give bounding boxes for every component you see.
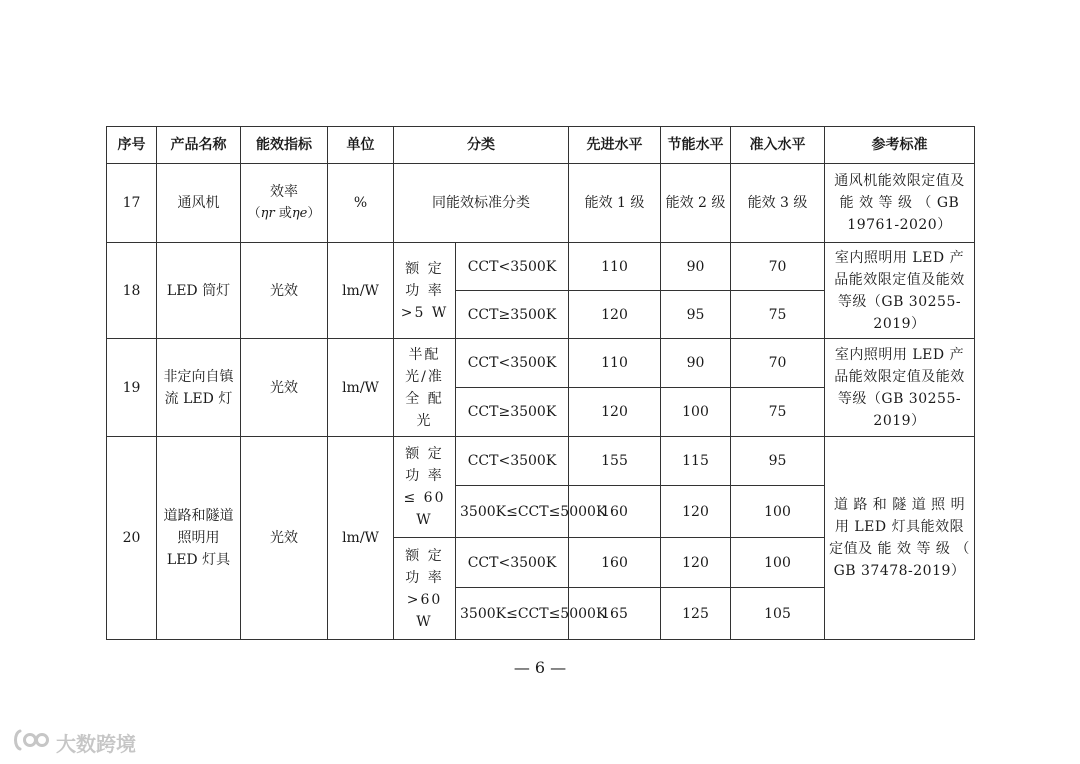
cell-indicator: 光效	[241, 339, 328, 437]
header-advanced: 先进水平	[569, 127, 661, 164]
cell-category: 同能效标准分类	[394, 164, 569, 243]
cell-saving: 95	[661, 291, 731, 339]
table-row	[107, 164, 975, 243]
cell-unit: lm/W	[328, 339, 394, 437]
cell-advanced: 120	[569, 291, 661, 339]
cell-saving: 能效 2 级	[661, 164, 731, 243]
header-reference: 参考标准	[825, 127, 975, 164]
header-seq: 序号	[107, 127, 157, 164]
cell-group: 额 定 功 率>60 W	[394, 538, 456, 640]
cell-saving: 115	[661, 437, 731, 486]
indicator-label: 效率	[270, 184, 298, 200]
cell-product: 道路和隧道照明用 LED 灯具	[157, 437, 241, 640]
cell-cct: CCT<3500K	[456, 339, 569, 388]
cell-indicator: 光效	[241, 243, 328, 339]
cell-cct: CCT<3500K	[456, 437, 569, 486]
cell-seq: 19	[107, 339, 157, 437]
cell-seq: 20	[107, 437, 157, 640]
cell-unit: lm/W	[328, 437, 394, 640]
cell-reference: 道 路 和 隧 道 照 明 用 LED 灯具能效限定值及 能 效 等 级 （ GB 37478-2019）	[825, 437, 975, 640]
cell-entry: 75	[731, 291, 825, 339]
header-unit: 单位	[328, 127, 394, 164]
eta-e: ηe	[291, 206, 308, 221]
eta-r: ηr	[260, 206, 275, 221]
cell-product: 通风机	[157, 164, 241, 243]
cell-cct: CCT<3500K	[456, 243, 569, 291]
cell-saving: 120	[661, 486, 731, 538]
header-category: 分类	[394, 127, 569, 164]
table-row	[107, 243, 975, 291]
cell-indicator: 光效	[241, 437, 328, 640]
cell-seq: 18	[107, 243, 157, 339]
cell-entry: 能效 3 级	[731, 164, 825, 243]
cell-advanced: 120	[569, 388, 661, 437]
cell-advanced: 160	[569, 538, 661, 588]
cell-unit: lm/W	[328, 243, 394, 339]
cell-saving: 100	[661, 388, 731, 437]
cell-cct: CCT≥3500K	[456, 388, 569, 437]
cell-advanced: 165	[569, 588, 661, 640]
table-row	[107, 339, 975, 388]
page-number: — 6 —	[513, 658, 567, 677]
indicator-formula: （ηr 或ηe）	[247, 206, 321, 221]
cell-advanced: 能效 1 级	[569, 164, 661, 243]
cell-entry: 95	[731, 437, 825, 486]
header-entry: 准入水平	[731, 127, 825, 164]
cell-entry: 100	[731, 538, 825, 588]
watermark-logo-icon	[12, 728, 50, 757]
header-product: 产品名称	[157, 127, 241, 164]
cell-reference: 室内照明用 LED 产品能效限定值及能效等级（GB 30255-2019）	[825, 339, 975, 437]
watermark-text: 大数跨境	[56, 732, 136, 756]
cell-entry: 100	[731, 486, 825, 538]
cell-reference: 通风机能效限定值及能 效 等 级 （ GB 19761-2020）	[825, 164, 975, 243]
cell-entry: 105	[731, 588, 825, 640]
header-indicator: 能效指标	[241, 127, 328, 164]
cell-saving: 90	[661, 339, 731, 388]
cell-saving: 90	[661, 243, 731, 291]
cell-entry: 70	[731, 339, 825, 388]
cell-cct: CCT<3500K	[456, 538, 569, 588]
header-saving: 节能水平	[661, 127, 731, 164]
cell-group: 额 定 功 率 ≤ 60 W	[394, 437, 456, 538]
table-row	[107, 437, 975, 486]
cell-group: 额 定 功 率>5 W	[394, 243, 456, 339]
cell-group: 半配光/准 全 配 光	[394, 339, 456, 437]
cell-seq: 17	[107, 164, 157, 243]
cell-advanced: 155	[569, 437, 661, 486]
watermark	[12, 728, 136, 757]
cell-product: 非定向自镇流 LED 灯	[157, 339, 241, 437]
cell-unit: %	[328, 164, 394, 243]
cell-cct: 3500K≤CCT≤5000K	[456, 486, 569, 538]
cell-cct: CCT≥3500K	[456, 291, 569, 339]
cell-advanced: 110	[569, 339, 661, 388]
cell-entry: 75	[731, 388, 825, 437]
energy-efficiency-table	[106, 126, 975, 640]
cell-indicator	[241, 164, 328, 243]
cell-reference: 室内照明用 LED 产品能效限定值及能效等级（GB 30255-2019）	[825, 243, 975, 339]
cell-cct: 3500K≤CCT≤5000K	[456, 588, 569, 640]
cell-advanced: 110	[569, 243, 661, 291]
table-header-row	[107, 127, 975, 164]
cell-product: LED 筒灯	[157, 243, 241, 339]
cell-entry: 70	[731, 243, 825, 291]
cell-saving: 125	[661, 588, 731, 640]
cell-advanced: 160	[569, 486, 661, 538]
cell-saving: 120	[661, 538, 731, 588]
